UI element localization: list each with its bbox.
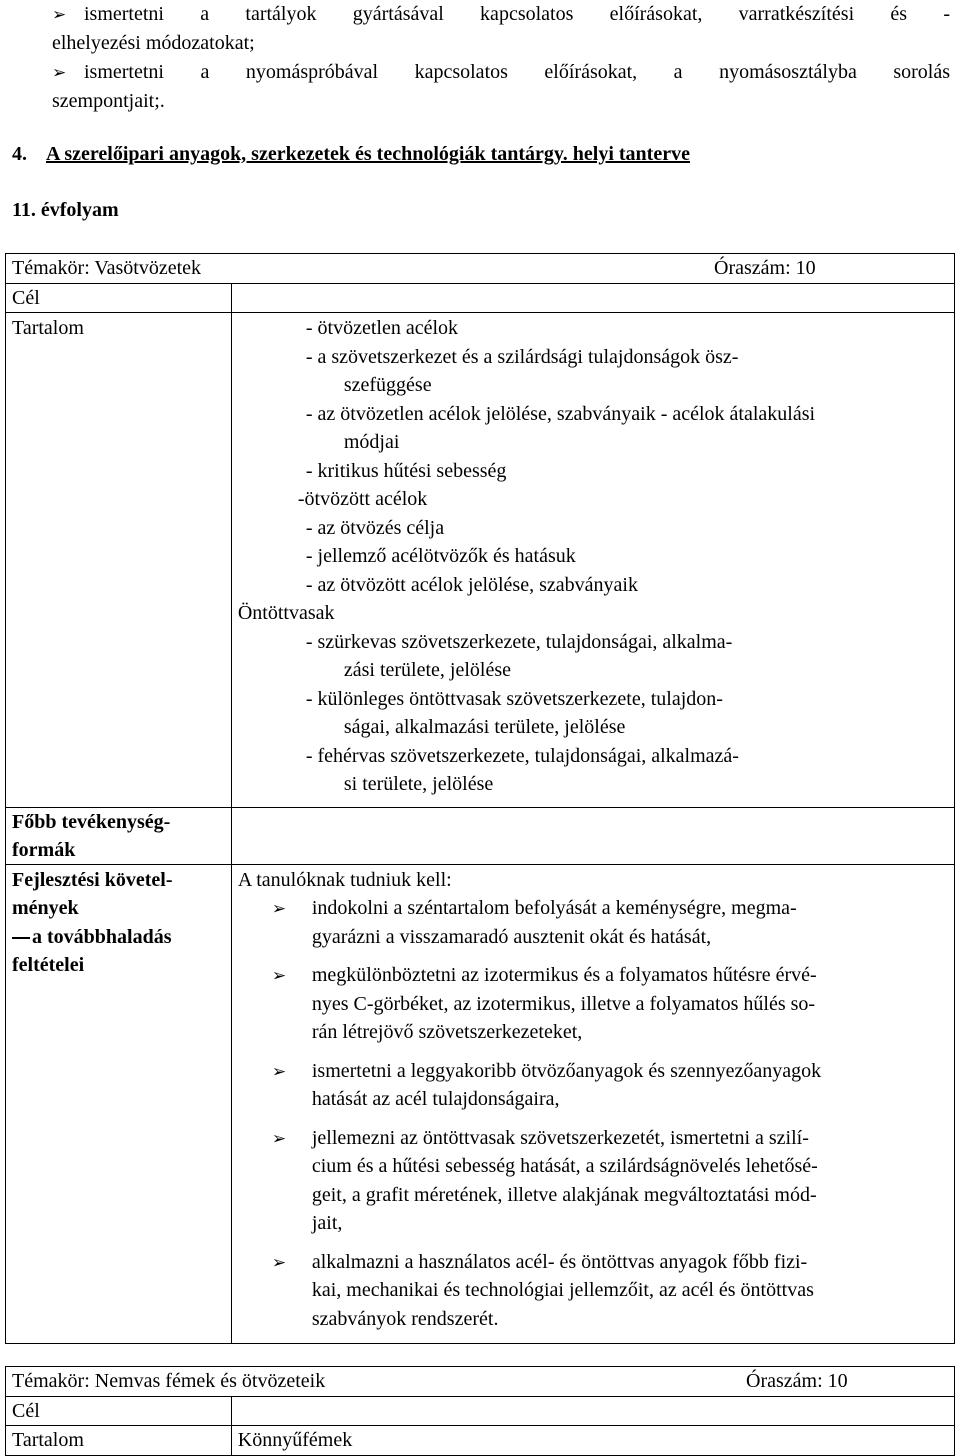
content-line: módjai bbox=[343, 431, 400, 453]
content-line: ságai, alkalmazási területe, jelölése bbox=[343, 716, 626, 738]
intro-item bbox=[52, 58, 950, 116]
requirement-item bbox=[238, 961, 954, 1047]
content-line: - az ötvözetlen acélok jelölése, szabványaik - acélok átalakulási bbox=[305, 402, 816, 425]
content-row bbox=[6, 313, 955, 808]
requirement-line: gyarázni a visszamaradó ausztenit okát és hatását, bbox=[311, 925, 712, 948]
requirement-line: megkülönböztetni az izotermikus és a folyamatos hűtésre érvé- bbox=[311, 964, 817, 986]
intro-item-line: szempontjait;. bbox=[52, 90, 165, 112]
content-line: - ötvözetlen acélok bbox=[305, 317, 459, 339]
topic-cell bbox=[6, 254, 955, 284]
arrow-bullet-icon: ➢ bbox=[52, 5, 67, 24]
topic-row bbox=[6, 1367, 955, 1397]
goal-value bbox=[231, 1396, 954, 1426]
requirements-label bbox=[6, 864, 232, 1344]
content-line: -ötvözött acélok bbox=[297, 488, 428, 510]
requirements-label-line: Fejlesztési követel- bbox=[12, 868, 173, 891]
progress-label-line bbox=[12, 923, 231, 952]
intro-list bbox=[52, 0, 950, 116]
requirement-line: alkalmazni a használatos acél- és öntöttvas anyagok főbb fizi- bbox=[311, 1250, 808, 1273]
activities-label-line: Főbb tevékenység- bbox=[12, 810, 171, 833]
content-line: zási területe, jelölése bbox=[343, 659, 511, 681]
arrow-bullet-icon: ➢ bbox=[271, 899, 287, 918]
progress-label-line: feltételei bbox=[12, 954, 85, 976]
requirement-item bbox=[238, 1248, 954, 1334]
section-title: A szerelőipari anyagok, szerkezetek és technológiák tantárgy. helyi tanterve bbox=[46, 143, 690, 165]
content-line: - kritikus hűtési sebesség bbox=[305, 459, 507, 482]
topic-title: Témakör: Nemvas fémek és ötvözeteik bbox=[12, 1370, 326, 1392]
requirement-line: jait, bbox=[311, 1212, 343, 1234]
arrow-bullet-icon: ➢ bbox=[271, 966, 287, 985]
content-line: - jellemző acélötvözők és hatásuk bbox=[305, 545, 576, 567]
arrow-bullet-icon: ➢ bbox=[52, 63, 67, 82]
requirement-item bbox=[238, 1124, 954, 1238]
intro-item-line: elhelyezési módozatokat; bbox=[52, 32, 255, 54]
activities-label-line: formák bbox=[12, 838, 76, 861]
requirement-line: nyes C-görbéket, az izotermikus, illetve a folyamatos hűlés so- bbox=[311, 992, 816, 1015]
goal-row bbox=[6, 1396, 955, 1426]
requirement-line: cium és a hűtési sebesség hatását, a szilárdságnövelés lehetősé- bbox=[311, 1155, 818, 1177]
requirement-item bbox=[238, 1057, 954, 1114]
requirements-list bbox=[238, 894, 954, 1333]
content-row bbox=[6, 1426, 955, 1456]
activities-label bbox=[6, 807, 232, 864]
dash-mark bbox=[12, 937, 30, 939]
content-label: Tartalom bbox=[6, 1426, 232, 1456]
topic-table-1 bbox=[5, 253, 955, 1344]
content-line: - a szövetszerkezet és a szilárdsági tulajdonságok ösz- bbox=[305, 345, 739, 368]
intro-item-line: ismertetni a nyomáspróbával kapcsolatos előírásokat, a nyomásosztályba sorolás bbox=[84, 61, 950, 83]
section-number: 4. bbox=[12, 143, 27, 165]
requirements-label-line: mények bbox=[12, 897, 79, 919]
content-line: - különleges öntöttvasak szövetszerkezete, tulajdon- bbox=[305, 687, 723, 710]
requirements-value bbox=[231, 864, 954, 1344]
content-first: Könnyűfémek bbox=[231, 1426, 954, 1456]
arrow-bullet-icon: ➢ bbox=[271, 1128, 287, 1148]
topic-cell bbox=[6, 1367, 955, 1397]
hours-label: Óraszám: 10 bbox=[714, 257, 816, 279]
activities-row bbox=[6, 807, 955, 864]
grade-heading: 11. évfolyam bbox=[12, 199, 119, 221]
content-line: szefüggése bbox=[343, 374, 432, 396]
requirement-line: jellemezni az öntöttvasak szövetszerkezetét, ismertetni a szilí- bbox=[311, 1126, 809, 1149]
arrow-bullet-icon: ➢ bbox=[271, 1061, 287, 1081]
content-label: Tartalom bbox=[6, 313, 232, 808]
goal-label: Cél bbox=[6, 283, 232, 313]
requirement-line: ismertetni a leggyakoribb ötvözőanyagok és szennyezőanyagok bbox=[311, 1059, 822, 1082]
content-line: - az ötvözött acélok jelölése, szabványaik bbox=[305, 573, 638, 596]
arrow-bullet-icon: ➢ bbox=[271, 1252, 287, 1272]
section-heading bbox=[12, 140, 690, 169]
content-line: - szürkevas szövetszerkezete, tulajdonságai, alkalma- bbox=[305, 630, 733, 653]
progress-label-text: a továbbhaladás bbox=[32, 925, 172, 948]
requirement-item bbox=[238, 894, 954, 951]
topic-title: Témakör: Vasötvözetek bbox=[12, 257, 202, 279]
hours-label: Óraszám: 10 bbox=[746, 1370, 848, 1392]
content-list bbox=[231, 313, 954, 808]
requirement-line: indokolni a széntartalom befolyását a keménységre, megma- bbox=[311, 897, 797, 919]
requirement-line: geit, a grafit méretének, illetve alakjának megváltoztatási mód- bbox=[311, 1183, 817, 1206]
content-line: Öntöttvasak bbox=[237, 602, 335, 624]
goal-row bbox=[6, 283, 955, 313]
requirements-intro: A tanulóknak tudniuk kell: bbox=[237, 868, 452, 891]
requirement-line: rán létrejövő szövetszerkezeteket, bbox=[311, 1021, 583, 1043]
topic-table-2 bbox=[5, 1366, 955, 1456]
requirement-line: szabványok rendszerét. bbox=[311, 1307, 499, 1330]
goal-value bbox=[231, 283, 954, 313]
intro-item-line: ismertetni a tartályok gyártásával kapcsolatos előírásokat, varratkészítési és - bbox=[84, 3, 950, 25]
goal-label: Cél bbox=[6, 1396, 232, 1426]
content-line: si területe, jelölése bbox=[343, 773, 494, 795]
intro-item bbox=[52, 0, 950, 58]
content-line: - az ötvözés célja bbox=[305, 516, 445, 539]
requirement-line: kai, mechanikai és technológiai jellemzőit, az acél és öntöttvas bbox=[311, 1279, 814, 1301]
requirement-line: hatását az acél tulajdonságaira, bbox=[311, 1088, 560, 1110]
activities-value bbox=[231, 807, 954, 864]
requirements-row bbox=[6, 864, 955, 1344]
content-line: - fehérvas szövetszerkezete, tulajdonságai, alkalmazá- bbox=[305, 744, 739, 767]
topic-row bbox=[6, 254, 955, 284]
